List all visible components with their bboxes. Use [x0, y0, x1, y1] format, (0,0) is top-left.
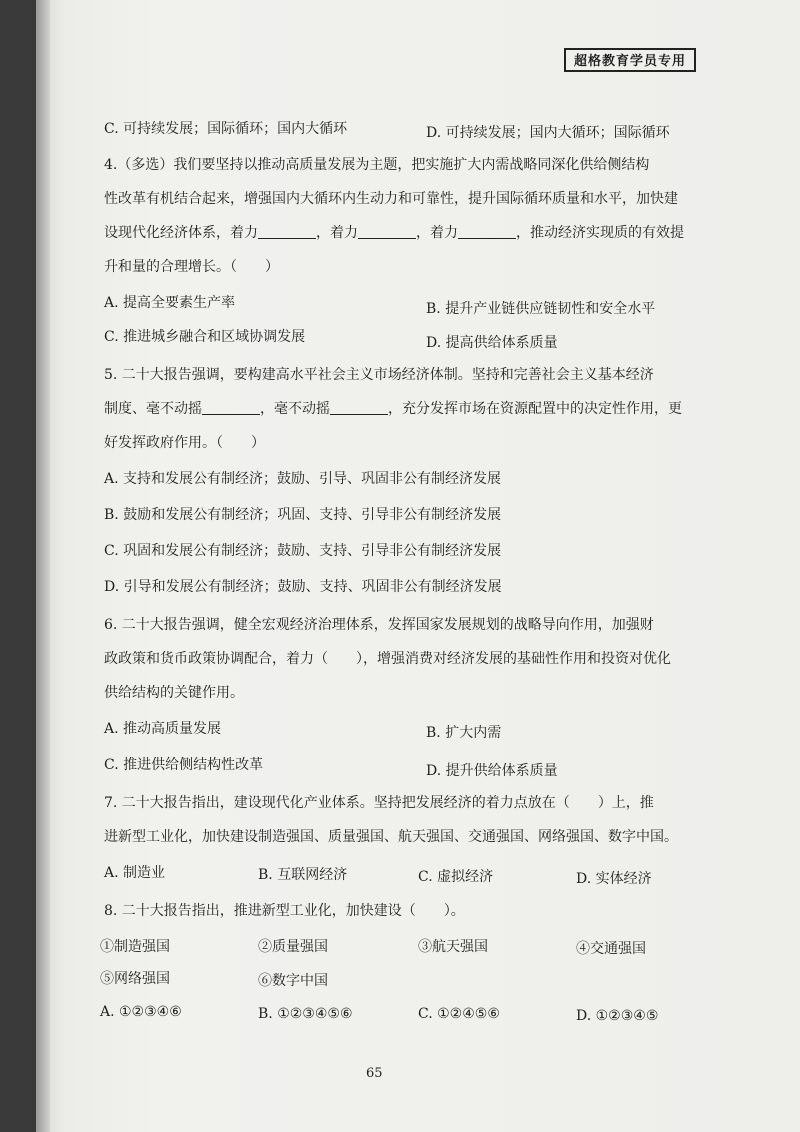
q7-option-a: A. 制造业 [104, 865, 166, 881]
header-stamp: 超格教育学员专用 [564, 48, 696, 72]
q5-line3: 好发挥政府作用。（ ） [104, 435, 265, 451]
q4-option-a: A. 提高全要素生产率 [104, 295, 236, 311]
answer-blank [358, 224, 416, 239]
q4-line4: 升和量的合理增长。（ ） [104, 259, 279, 275]
q5-option-b: B. 鼓励和发展公有制经济；巩固、支持、引导非公有制经济发展 [104, 507, 502, 523]
q5-option-d: D. 引导和发展公有制经济；鼓励、支持、巩固非公有制经济发展 [104, 579, 502, 595]
q8-item: ②质量强国 [258, 939, 328, 955]
exam-page [36, 0, 800, 1132]
q5-option-a: A. 支持和发展公有制经济；鼓励、引导、巩固非公有制经济发展 [104, 471, 502, 487]
q4-line2: 性改革有机结合起来，增强国内大循环内生动力和可靠性，提升国际循环质量和水平，加快建 [104, 191, 678, 207]
q8-item: ④交通强国 [576, 941, 646, 957]
q5-line2: 制度、毫不动摇 ，毫不动摇 ，充分发挥市场在资源配置中的决定性作用，更 [104, 401, 682, 417]
q6-option-a: A. 推动高质量发展 [104, 721, 222, 737]
q7-line1: 7. 二十大报告指出，建设现代化产业体系。坚持把发展经济的着力点放在（ ）上，推 [104, 795, 654, 811]
q5-line1: 5. 二十大报告强调，要构建高水平社会主义市场经济体制。坚持和完善社会主义基本经济 [104, 367, 654, 383]
q8-option-a: A. ①②③④⑥ [100, 1004, 182, 1020]
q8-item: ⑥数字中国 [258, 973, 328, 989]
q8-option-d: D. ①②③④⑤ [576, 1008, 659, 1024]
answer-blank [258, 224, 316, 239]
q8-option-b: B. ①②③④⑤⑥ [258, 1006, 353, 1022]
q7-option-c: C. 虚拟经济 [418, 869, 494, 885]
q5-option-c: C. 巩固和发展公有制经济；鼓励、支持、引导非公有制经济发展 [104, 543, 502, 559]
q3-option-d: D. 可持续发展；国内大循环；国际循环 [426, 125, 670, 141]
q8-item: ⑤网络强国 [100, 971, 170, 987]
page-number: 65 [366, 1066, 383, 1081]
q4-line1: 4.（多选）我们要坚持以推动高质量发展为主题，把实施扩大内需战略同深化供给侧结构 [104, 157, 650, 173]
q8-item: ③航天强国 [418, 939, 488, 955]
q7-line2: 进新型工业化，加快建设制造强国、质量强国、航天强国、交通强国、网络强国、数字中国。 [104, 829, 678, 845]
q8-item: ①制造强国 [100, 939, 170, 955]
q6-line2: 政政策和货币政策协调配合，着力（ ），增强消费对经济发展的基础性作用和投资对优化 [104, 651, 671, 667]
q6-line3: 供给结构的关键作用。 [104, 685, 244, 701]
answer-blank [458, 224, 516, 239]
q6-option-c: C. 推进供给侧结构性改革 [104, 757, 264, 773]
q4-option-b: B. 提升产业链供应链韧性和安全水平 [426, 301, 656, 317]
q8-option-c: C. ①②④⑤⑥ [418, 1006, 500, 1022]
q8-line1: 8. 二十大报告指出，推进新型工业化，加快建设（ ）。 [104, 903, 465, 919]
q6-line1: 6. 二十大报告强调，健全宏观经济治理体系，发挥国家发展规划的战略导向作用，加强财 [104, 617, 654, 633]
q6-option-b: B. 扩大内需 [426, 725, 502, 741]
answer-blank [330, 400, 388, 415]
q4-option-d: D. 提高供给体系质量 [426, 335, 558, 351]
q3-option-c: C. 可持续发展；国际循环；国内大循环 [104, 121, 348, 137]
q7-option-b: B. 互联网经济 [258, 867, 348, 883]
q4-option-c: C. 推进城乡融合和区域协调发展 [104, 329, 306, 345]
q6-option-d: D. 提升供给体系质量 [426, 763, 558, 779]
answer-blank [202, 400, 260, 415]
q4-line3: 设现代化经济体系，着力 ，着力 ，着力 ，推动经济实现质的有效提 [104, 225, 684, 241]
q7-option-d: D. 实体经济 [576, 871, 652, 887]
page-binding-edge [36, 0, 50, 1132]
